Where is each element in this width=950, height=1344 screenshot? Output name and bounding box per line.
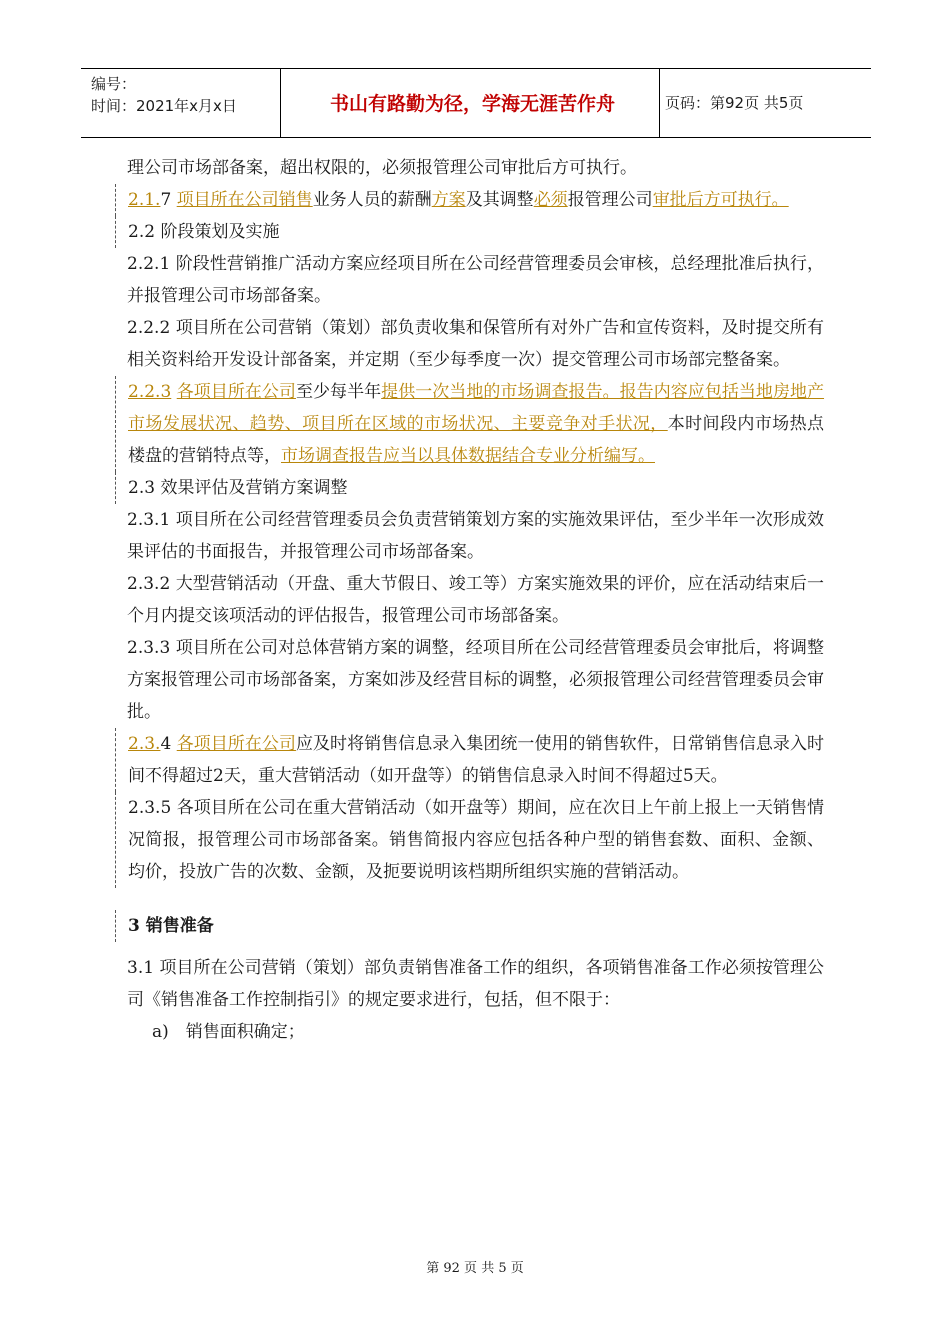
header-left: [91, 73, 237, 117]
header-motto: 书山有路勤为径，学海无涯苦作舟: [329, 93, 615, 115]
list-item: a) 销售面积确定；: [152, 1022, 305, 1042]
text: 业务人员的薪酬: [312, 190, 432, 210]
paragraph-2-1-7: [115, 184, 824, 216]
tracked-text: 审批后方可执行。: [652, 190, 789, 210]
paragraph: 理公司市场部备案，超出权限的，必须报管理公司审批后方可执行。: [127, 158, 637, 178]
section-number-suffix: 4: [160, 734, 177, 754]
document-body: [127, 152, 824, 1048]
section-heading-2-2: 2.2 阶段策划及实施: [115, 216, 824, 248]
paragraph-2-3-1: 2.3.1 项目所在公司经营管理委员会负责营销策划方案的实施效果评估，至少半年一次形成效果评估的书面报告，并报管理公司市场部备案。: [127, 510, 824, 562]
time-label: 时间：2021年x月x日: [91, 97, 237, 115]
section-heading-3: 3 销售准备: [115, 910, 824, 942]
tracked-text: 必须: [533, 190, 568, 210]
tracked-text: 方案: [431, 190, 466, 210]
tracked-text: 各项目所在公司: [176, 734, 296, 754]
page-header: [81, 68, 871, 138]
text: 报管理公司: [567, 190, 653, 210]
paragraph-2-3-3: 2.3.3 项目所在公司对总体营销方案的调整，经项目所在公司经营管理委员会审批后，将调整方案报管理公司市场部备案，方案如涉及经营目标的调整，必须报管理公司经营管理委员会审批。: [127, 638, 824, 722]
text: 应及时将销售信息录入集团统一使用的销售软件，日常销售信息录入时间不得超过2天，重大营销活动（如开盘等）的销售信息录入时间不得超过5天。: [128, 734, 825, 786]
paragraph-3-1: 3.1 项目所在公司营销（策划）部负责销售准备工作的组织，各项销售准备工作必须按管理公司《销售准备工作控制指引》的规定要求进行，包括，但不限于：: [127, 958, 824, 1010]
paragraph-2-3-2: 2.3.2 大型营销活动（开盘、重大节假日、竣工等）方案实施效果的评价，应在活动结束后一个月内提交该项活动的评估报告，报管理公司市场部备案。: [127, 574, 824, 626]
paragraph-2-2-3: [115, 376, 824, 472]
tracked-text: 项目所在公司销售: [176, 190, 313, 210]
header-divider: [659, 69, 660, 137]
paragraph-2-2-1: 2.2.1 阶段性营销推广活动方案应经项目所在公司经营管理委员会审核，总经理批准后执行，并报管理公司市场部备案。: [127, 254, 824, 306]
text: 及其调整: [465, 190, 534, 210]
header-divider: [280, 69, 281, 137]
section-number: 2.2.3: [128, 382, 172, 402]
page-footer: 第 92 页 共 5 页: [426, 1261, 524, 1276]
section-number: 2.1.: [128, 190, 161, 210]
paragraph-2-3-5: 2.3.5 各项目所在公司在重大营销活动（如开盘等）期间，应在次日上午前上报上一天销售情况简报，报管理公司市场部备案。销售简报内容应包括各种户型的销售套数、面积、金额、均价，投放广告的次数、金额，及扼要说明该档期所组织实施的营销活动。: [115, 792, 824, 888]
page-info: 页码：第92页 共5页: [665, 94, 804, 112]
section-number-suffix: 7: [160, 190, 177, 210]
text: 本时间段内市场热点楼盘的营销特点等，: [128, 414, 825, 466]
tracked-text: 提供一次当地的市场调查报告。报告内容应包括当地房地产市场发展状况、趋势、项目所在区域的市场状况、主要竞争对手状况，: [128, 382, 825, 434]
section-number: 2.3.: [128, 734, 161, 754]
paragraph-2-2-2: 2.2.2 项目所在公司营销（策划）部负责收集和保管所有对外广告和宣传资料，及时提交所有相关资料给开发设计部备案，并定期（至少每季度一次）提交管理公司市场部完整备案。: [127, 318, 824, 370]
tracked-text: 各项目所在公司: [176, 382, 296, 402]
tracked-text: 市场调查报告应当以具体数据结合专业分析编写。: [281, 446, 655, 466]
paragraph-2-3-4: [115, 728, 824, 792]
text: 至少每半年: [295, 382, 382, 402]
number-label: 编号：: [91, 75, 137, 93]
section-heading-2-3: 2.3 效果评估及营销方案调整: [115, 472, 824, 504]
